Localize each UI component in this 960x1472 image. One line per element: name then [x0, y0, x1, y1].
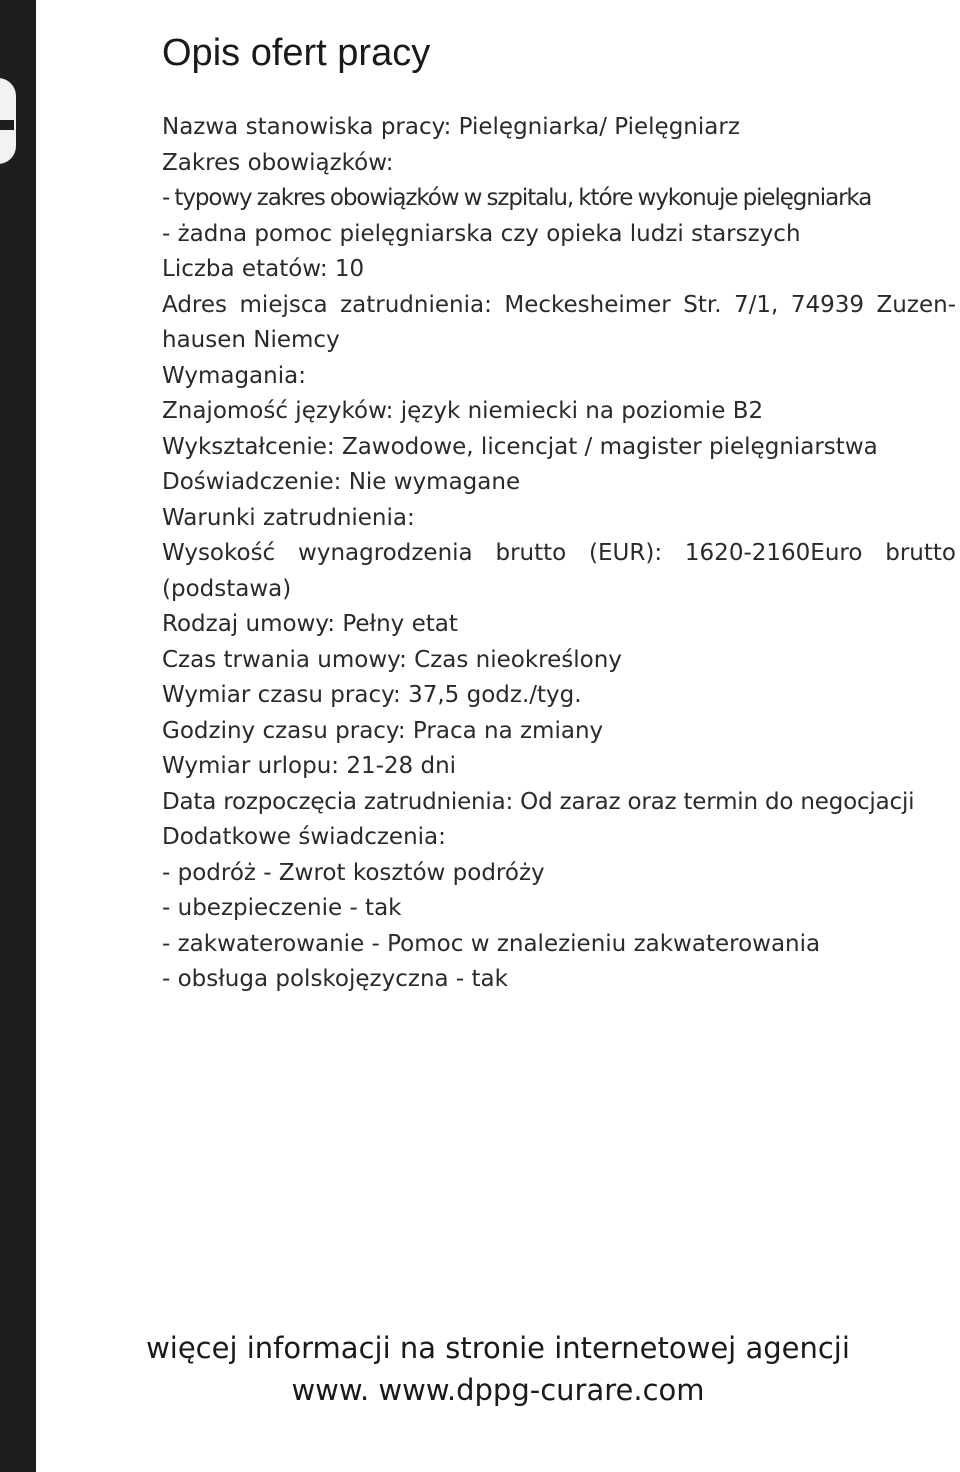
detail-line-working-hours: Godziny czasu pracy: Praca na zmiany: [162, 717, 604, 744]
job-details-list: [162, 110, 956, 998]
detail-line-salary: Wysokość wynagrodzenia brutto (EUR): 1620-2160Euro brutto (podstawa): [162, 540, 956, 602]
detail-line-start-date: Data rozpoczęcia zatrudnienia: Od zaraz oraz termin do negocjacji: [162, 788, 915, 815]
detail-line-benefit-housing: - zakwaterowanie - Pomoc w znalezieniu zakwaterowania: [162, 930, 821, 957]
footer-info-text: więcej informacji na stronie internetowej agencji: [146, 1331, 850, 1365]
detail-line-duty-no-care: - żadna pomoc pielęgniarska czy opieka ludzi starszych: [162, 220, 801, 247]
detail-line-requirements-heading: Wymagania:: [162, 362, 306, 389]
detail-line-vacation: Wymiar urlopu: 21-28 dni: [162, 753, 457, 779]
page-title: Opis ofert pracy: [162, 32, 431, 74]
detail-line-benefits-heading: Dodatkowe świadczenia:: [162, 824, 446, 850]
detail-line-address: Adres miejsca zatrudnienia: Meckesheimer Str. 7/1, 74939 Zuzen-hausen Niemcy: [162, 291, 956, 353]
detail-line-education: Wykształcenie: Zawodowe, licencjat / magister pielęgniarstwa: [162, 433, 878, 460]
detail-line-experience: Doświadczenie: Nie wymagane: [162, 469, 521, 495]
detail-line-working-time: Wymiar czasu pracy: 37,5 godz./tyg.: [162, 682, 582, 708]
side-letter-gap: [0, 120, 14, 130]
detail-line-contract-type: Rodzaj umowy: Pełny etat: [162, 611, 458, 637]
detail-line-duty-typical: - typowy zakres obowiązków w szpitalu, które wykonuje pielęgniarka: [162, 185, 872, 211]
detail-line-benefit-insurance: - ubezpieczenie - tak: [162, 895, 402, 921]
side-bar: [0, 0, 36, 1472]
detail-line-conditions-heading: Warunki zatrudnienia:: [162, 504, 415, 531]
detail-line-positions: Liczba etatów: 10: [162, 256, 365, 282]
detail-line-benefit-travel: - podróż - Zwrot kosztów podróży: [162, 859, 545, 886]
footer-website-url: www. www.dppg-curare.com: [291, 1373, 705, 1407]
detail-line-contract-duration: Czas trwania umowy: Czas nieokreślony: [162, 646, 622, 673]
detail-line-job-title: Nazwa stanowiska pracy: Pielęgniarka/ Pielęgniarz: [162, 114, 740, 140]
detail-line-languages: Znajomość języków: język niemiecki na poziomie B2: [162, 398, 764, 424]
detail-line-duties-heading: Zakres obowiązków:: [162, 149, 394, 176]
detail-line-benefit-polish-service: - obsługa polskojęzyczna - tak: [162, 966, 508, 992]
